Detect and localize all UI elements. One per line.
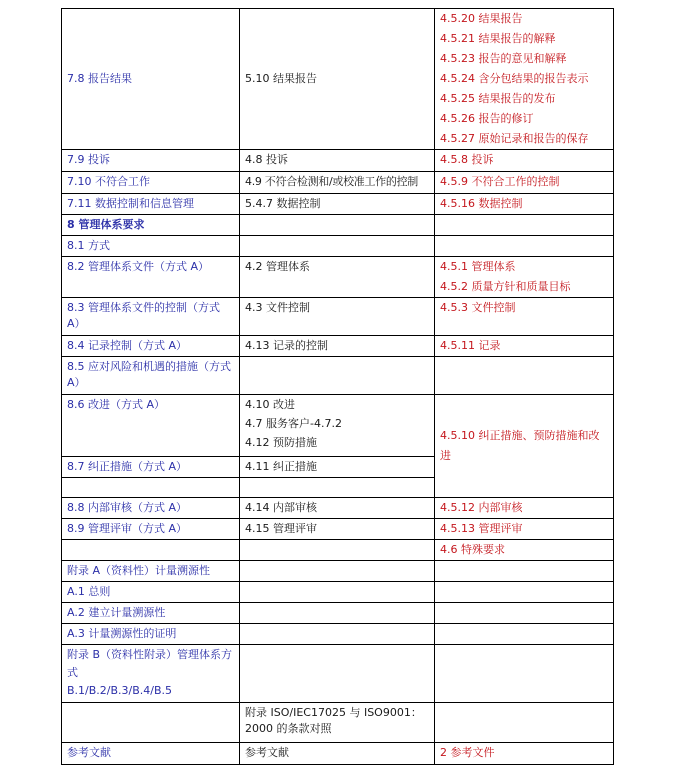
cell-clause: 8.7 纠正措施（方式 A） (62, 457, 240, 478)
clause-comparison-table (61, 8, 614, 765)
cell-cnas: 4.5.13 管理评审 (435, 519, 614, 540)
cell-cnas: 4.5.12 内部审核 (435, 498, 614, 519)
table-row (62, 9, 614, 150)
cell-empty (240, 215, 435, 236)
cell-clause: 参考文献 (62, 743, 240, 765)
cell-empty (435, 703, 614, 743)
cell-cnas: 4.5.3 文件控制 (435, 298, 614, 336)
cell-empty (435, 357, 614, 395)
cell-cnas: 4.6 特殊要求 (435, 540, 614, 561)
cell-clause: 7.10 不符合工作 (62, 172, 240, 194)
list-item: 4.12 预防措施 (245, 436, 317, 449)
list-item: 4.5.25 结果报告的发布 (440, 92, 556, 105)
table-row (62, 172, 614, 194)
cell-iso17025: 4.9 不符合检测和/或校准工作的控制 (240, 172, 435, 194)
table-row (62, 236, 614, 257)
cell-iso17025 (240, 395, 435, 457)
cell-clause: 8.4 记录控制（方式 A） (62, 336, 240, 357)
cell-clause: 8.5 应对风险和机遇的措施（方式 A） (62, 357, 240, 395)
cell-clause: A.1 总则 (62, 582, 240, 603)
cell-cnas (435, 9, 614, 150)
cell-clause: 8.8 内部审核（方式 A） (62, 498, 240, 519)
cell-empty (240, 236, 435, 257)
cell-iso17025: 附录 ISO/IEC17025 与 ISO9001：2000 的条款对照 (240, 703, 435, 743)
table-row (62, 357, 614, 395)
cell-clause: 8.3 管理体系文件的控制（方式 A） (62, 298, 240, 336)
table-row (62, 582, 614, 603)
cell-cnas: 4.5.11 记录 (435, 336, 614, 357)
cell-empty (240, 603, 435, 624)
list-item: 4.5.26 报告的修订 (440, 112, 534, 125)
cell-clause: A.2 建立计量溯源性 (62, 603, 240, 624)
cell-clause: A.3 计量溯源性的证明 (62, 624, 240, 645)
cell-appendix-heading: 附录 A（资料性）计量溯源性 (62, 561, 240, 582)
cell-empty (435, 624, 614, 645)
cell-cnas: 4.5.9 不符合工作的控制 (435, 172, 614, 194)
cell-cnas: 4.5.16 数据控制 (435, 194, 614, 215)
cell-cnas: 2 参考文件 (435, 743, 614, 765)
cell-cnas: 4.5.10 纠正措施、预防措施和改进 (435, 395, 614, 498)
cell-clause: 8.6 改进（方式 A） (62, 395, 240, 457)
cell-clause: 7.8 报告结果 (62, 9, 240, 150)
appendix-b-clauses: B.1/B.2/B.3/B.4/B.5 (67, 684, 173, 697)
cell-empty (435, 215, 614, 236)
table-row (62, 150, 614, 172)
cell-empty (240, 357, 435, 395)
cell-empty (62, 703, 240, 743)
cell-iso17025: 5.10 结果报告 (240, 9, 435, 150)
cell-empty (435, 236, 614, 257)
table-row (62, 336, 614, 357)
cell-clause: 7.11 数据控制和信息管理 (62, 194, 240, 215)
list-item: 4.5.21 结果报告的解释 (440, 32, 556, 45)
cell-section-heading: 8 管理体系要求 (62, 215, 240, 236)
cell-iso17025: 4.8 投诉 (240, 150, 435, 172)
table-row (62, 540, 614, 561)
cell-empty (240, 582, 435, 603)
cell-clause: 8.1 方式 (62, 236, 240, 257)
list-item: 4.7 服务客户-4.7.2 (245, 417, 342, 430)
list-item: 4.5.27 原始记录和报告的保存 (440, 132, 589, 145)
cell-iso17025: 4.13 记录的控制 (240, 336, 435, 357)
cell-iso17025: 4.15 管理评审 (240, 519, 435, 540)
cell-iso17025: 4.3 文件控制 (240, 298, 435, 336)
cell-appendix-heading (62, 645, 240, 703)
cell-empty (62, 540, 240, 561)
table-row (62, 298, 614, 336)
table-row (62, 703, 614, 743)
list-item: 4.5.20 结果报告 (440, 12, 523, 25)
cell-empty (240, 540, 435, 561)
table-row (62, 257, 614, 298)
list-item: 4.10 改进 (245, 398, 295, 411)
table-row (62, 561, 614, 582)
table-row (62, 645, 614, 703)
table-row (62, 519, 614, 540)
list-item: 4.5.24 含分包结果的报告表示 (440, 72, 589, 85)
cell-empty (62, 478, 240, 498)
cell-empty (435, 603, 614, 624)
table-row (62, 498, 614, 519)
cell-empty (240, 624, 435, 645)
cell-empty (435, 645, 614, 703)
table-row (62, 624, 614, 645)
cell-clause: 8.2 管理体系文件（方式 A） (62, 257, 240, 298)
cell-empty (240, 645, 435, 703)
cell-empty (435, 561, 614, 582)
cell-iso17025: 参考文献 (240, 743, 435, 765)
table-row (62, 743, 614, 765)
table-row (62, 194, 614, 215)
list-item: 4.5.1 管理体系 (440, 260, 516, 273)
cell-iso17025: 5.4.7 数据控制 (240, 194, 435, 215)
cell-clause: 8.9 管理评审（方式 A） (62, 519, 240, 540)
cell-clause: 7.9 投诉 (62, 150, 240, 172)
cell-cnas: 4.5.8 投诉 (435, 150, 614, 172)
cell-cnas (435, 257, 614, 298)
cell-empty (240, 561, 435, 582)
list-item: 4.5.23 报告的意见和解释 (440, 52, 567, 65)
table-row (62, 603, 614, 624)
table-row (62, 395, 614, 457)
list-item: 4.5.2 质量方针和质量目标 (440, 280, 571, 293)
table-row (62, 215, 614, 236)
appendix-b-title: 附录 B（资料性附录）管理体系方式 (67, 648, 233, 679)
cell-iso17025: 4.14 内部审核 (240, 498, 435, 519)
cell-iso17025: 4.2 管理体系 (240, 257, 435, 298)
cell-empty (435, 582, 614, 603)
cell-iso17025: 4.11 纠正措施 (240, 457, 435, 478)
cell-empty (240, 478, 435, 498)
